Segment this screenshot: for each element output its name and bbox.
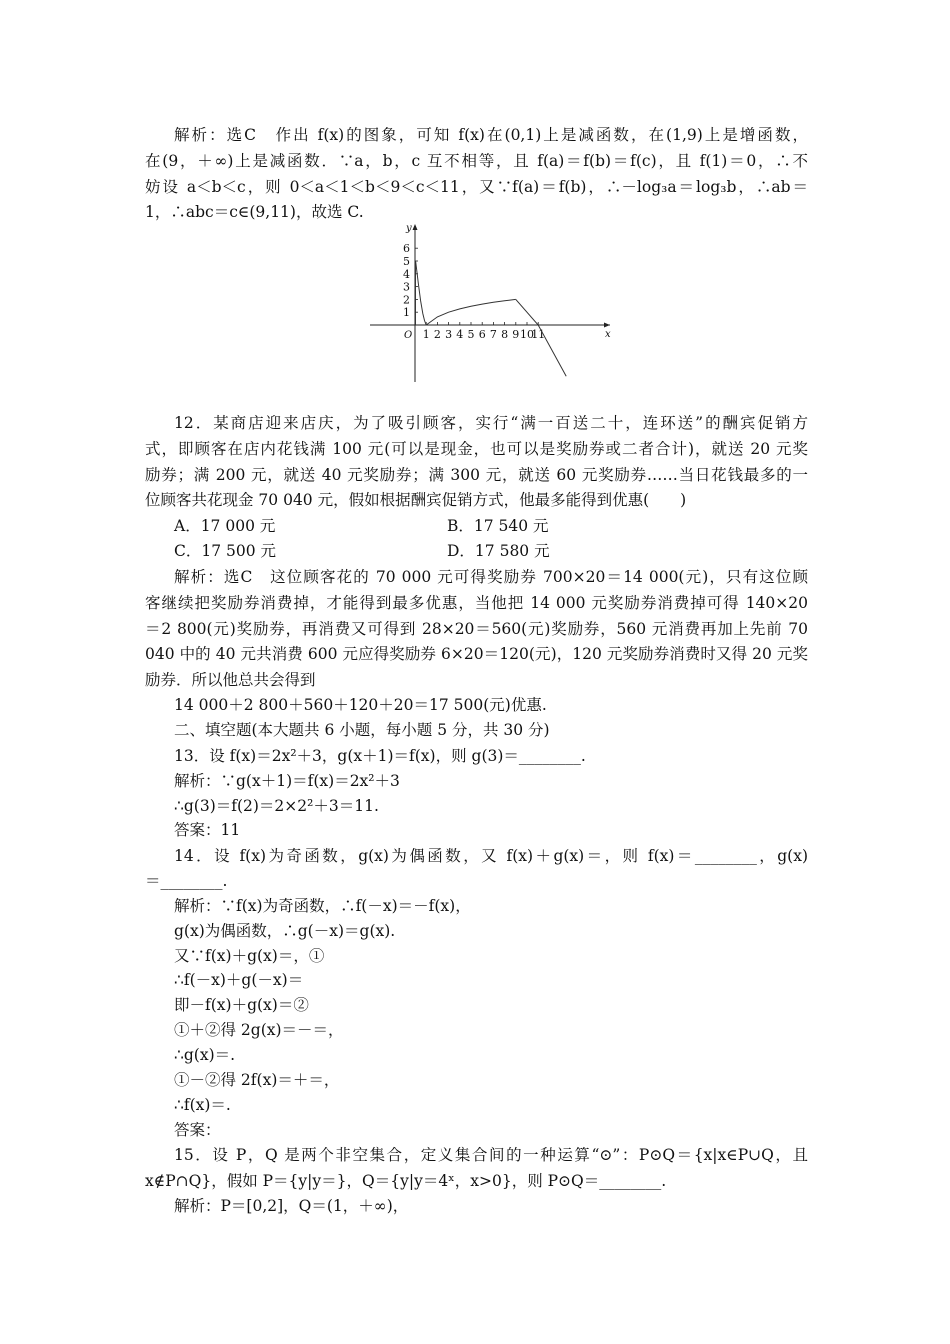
q13-analysis-1: 解析：∵g(x＋1)＝f(x)＝2x²＋3 [174,772,400,790]
y-tick-label: 2 [403,293,410,307]
q12-analysis-line-4: 040 中的 40 元共消费 600 元应得奖励券 6×20＝120(元)，120 元奖励券消费时又得 20 元奖 [145,645,808,663]
q15-analysis-1: 解析：P＝[0,2]，Q＝(1，＋∞)， [174,1197,409,1215]
q12-option-b: B．17 540 元 [447,517,549,535]
q13-analysis-2: ∴g(3)＝f(2)＝2×2²＋3＝11. [174,797,379,815]
q12-analysis-line-5: 励券．所以他总共会得到 [145,671,316,689]
x-tick-label: 8 [501,328,509,341]
q12-analysis-line-3: ＝2 800(元)奖励券，再消费又可得到 28×20＝560(元)奖励券，560 元消费再加上先前 70 [145,620,808,638]
q12-option-a: A．17 000 元 [174,517,276,535]
x-tick-label: 2 [433,328,441,341]
q14-analysis-8: ①－②得 2f(x)＝＋＝， [174,1071,340,1089]
q14-stem-1: 14．设 f(x)为奇函数，g(x)为偶函数，又 f(x)＋g(x)＝，则 f(x)＝________，g(x) [174,847,808,865]
q14-analysis-9: ∴f(x)＝. [174,1096,231,1114]
q11-analysis-line-1: 解析：选C 作出 f(x)的图象，可知 f(x)在(0,1)上是减函数，在(1,9)上是增函数， [174,126,808,144]
x-tick-label: 3 [445,328,453,341]
x-tick-label: 7 [489,328,497,341]
y-tick-label: 6 [403,242,410,256]
q12-line-2: 式，即顾客在店内花钱满 100 元(可以是现金，也可以是奖励券或二者合计)，就送 20 元奖 [145,440,808,458]
q13-stem: 13．设 f(x)＝2x²＋3，g(x＋1)＝f(x)，则 g(3)＝________. [174,747,586,765]
x-axis-label: x [605,329,611,340]
x-tick-label: 6 [478,328,486,341]
q12-option-c: C．17 500 元 [174,542,277,560]
x-axis-arrow [604,323,610,328]
x-tick-label: 1 [422,328,430,341]
q14-stem-2: ＝________. [145,872,228,890]
q12-analysis-line-6: 14 000＋2 800＋560＋120＋20＝17 500(元)优惠. [174,696,547,714]
q12-analysis-line-1: 解析：选C 这位顾客花的 70 000 元可得奖励券 700×20＝14 000(元)，只有这位顾 [174,568,808,586]
q12-line-4: 位顾客共花现金 70 040 元，假如根据酬宾促销方式，他最多能得到优惠( ) [145,491,687,509]
y-tick-label: 1 [403,306,410,320]
y-tick-label: 5 [403,255,410,268]
x-tick-label: 10 [520,328,534,341]
graph-tick-labels [403,223,611,341]
q14-analysis-6: ①＋②得 2g(x)＝－＝， [174,1021,344,1039]
section-heading: 二、填空题(本大题共 6 小题，每小题 5 分，共 30 分) [174,721,550,739]
x-tick-label: 9 [512,328,520,341]
y-tick-label: 4 [403,267,410,281]
q14-analysis-7: ∴g(x)＝. [174,1046,236,1064]
q15-stem-1: 15．设 P，Q 是两个非空集合，定义集合间的一种运算“⊙”：P⊙Q＝{x|x∈P∪Q，且 [174,1146,808,1164]
q14-analysis-2: g(x)为偶函数，∴g(－x)＝g(x). [174,922,396,940]
function-graph [365,222,615,390]
q11-analysis-line-3: 妨设 a＜b＜c，则 0＜a＜1＜b＜9＜c＜11，又∵f(a)＝f(b)，∴－log₃a＝log₃b，∴ab＝ [145,178,808,196]
q11-analysis-line-4: 1，∴abc＝c∈(9,11)，故选 C. [145,203,364,221]
x-tick-label: 4 [456,328,464,341]
q12-analysis-line-2: 客继续把奖励券消费掉，才能得到最多优惠，当他把 14 000 元奖励券消费掉可得 140×20 [145,594,808,612]
q12-line-3: 励券；满 200 元，就送 40 元奖励券；满 300 元，就送 60 元奖励券……当日花钱最多的一 [145,466,808,484]
q12-option-d: D．17 580 元 [447,542,550,560]
x-tick-label: 11 [531,328,546,341]
q14-analysis-1: 解析：∵f(x)为奇函数，∴f(－x)＝－f(x)， [174,897,471,915]
q15-stem-2: x∉P∩Q}，假如 P＝{y|y＝}，Q＝{y|y＝4ˣ，x>0}，则 P⊙Q＝________. [145,1172,667,1190]
origin-label: O [404,330,413,341]
q14-answer: 答案： [174,1121,221,1139]
y-tick-label: 3 [403,280,410,294]
y-axis-arrow [413,224,418,230]
curve-segment-2 [426,299,516,325]
q14-analysis-5: 即－f(x)＋g(x)＝② [174,996,309,1014]
graph-curves [416,261,567,376]
q12-line-1: 12．某商店迎来店庆，为了吸引顾客，实行“满一百送二十，连环送”的酬宾促销方 [174,414,808,432]
q14-analysis-3: 又∵f(x)＋g(x)＝，① [174,947,325,965]
x-tick-label: 5 [467,328,475,341]
curve-segment-1 [416,261,427,325]
q14-analysis-4: ∴f(－x)＋g(－x)＝ [174,971,304,989]
q11-analysis-line-2: 在(9，＋∞)上是减函数．∵a，b，c 互不相等，且 f(a)＝f(b)＝f(c)，且 f(1)＝0，∴不 [145,152,808,170]
q13-answer: 答案：11 [174,821,241,839]
y-axis-label: y [406,223,412,234]
